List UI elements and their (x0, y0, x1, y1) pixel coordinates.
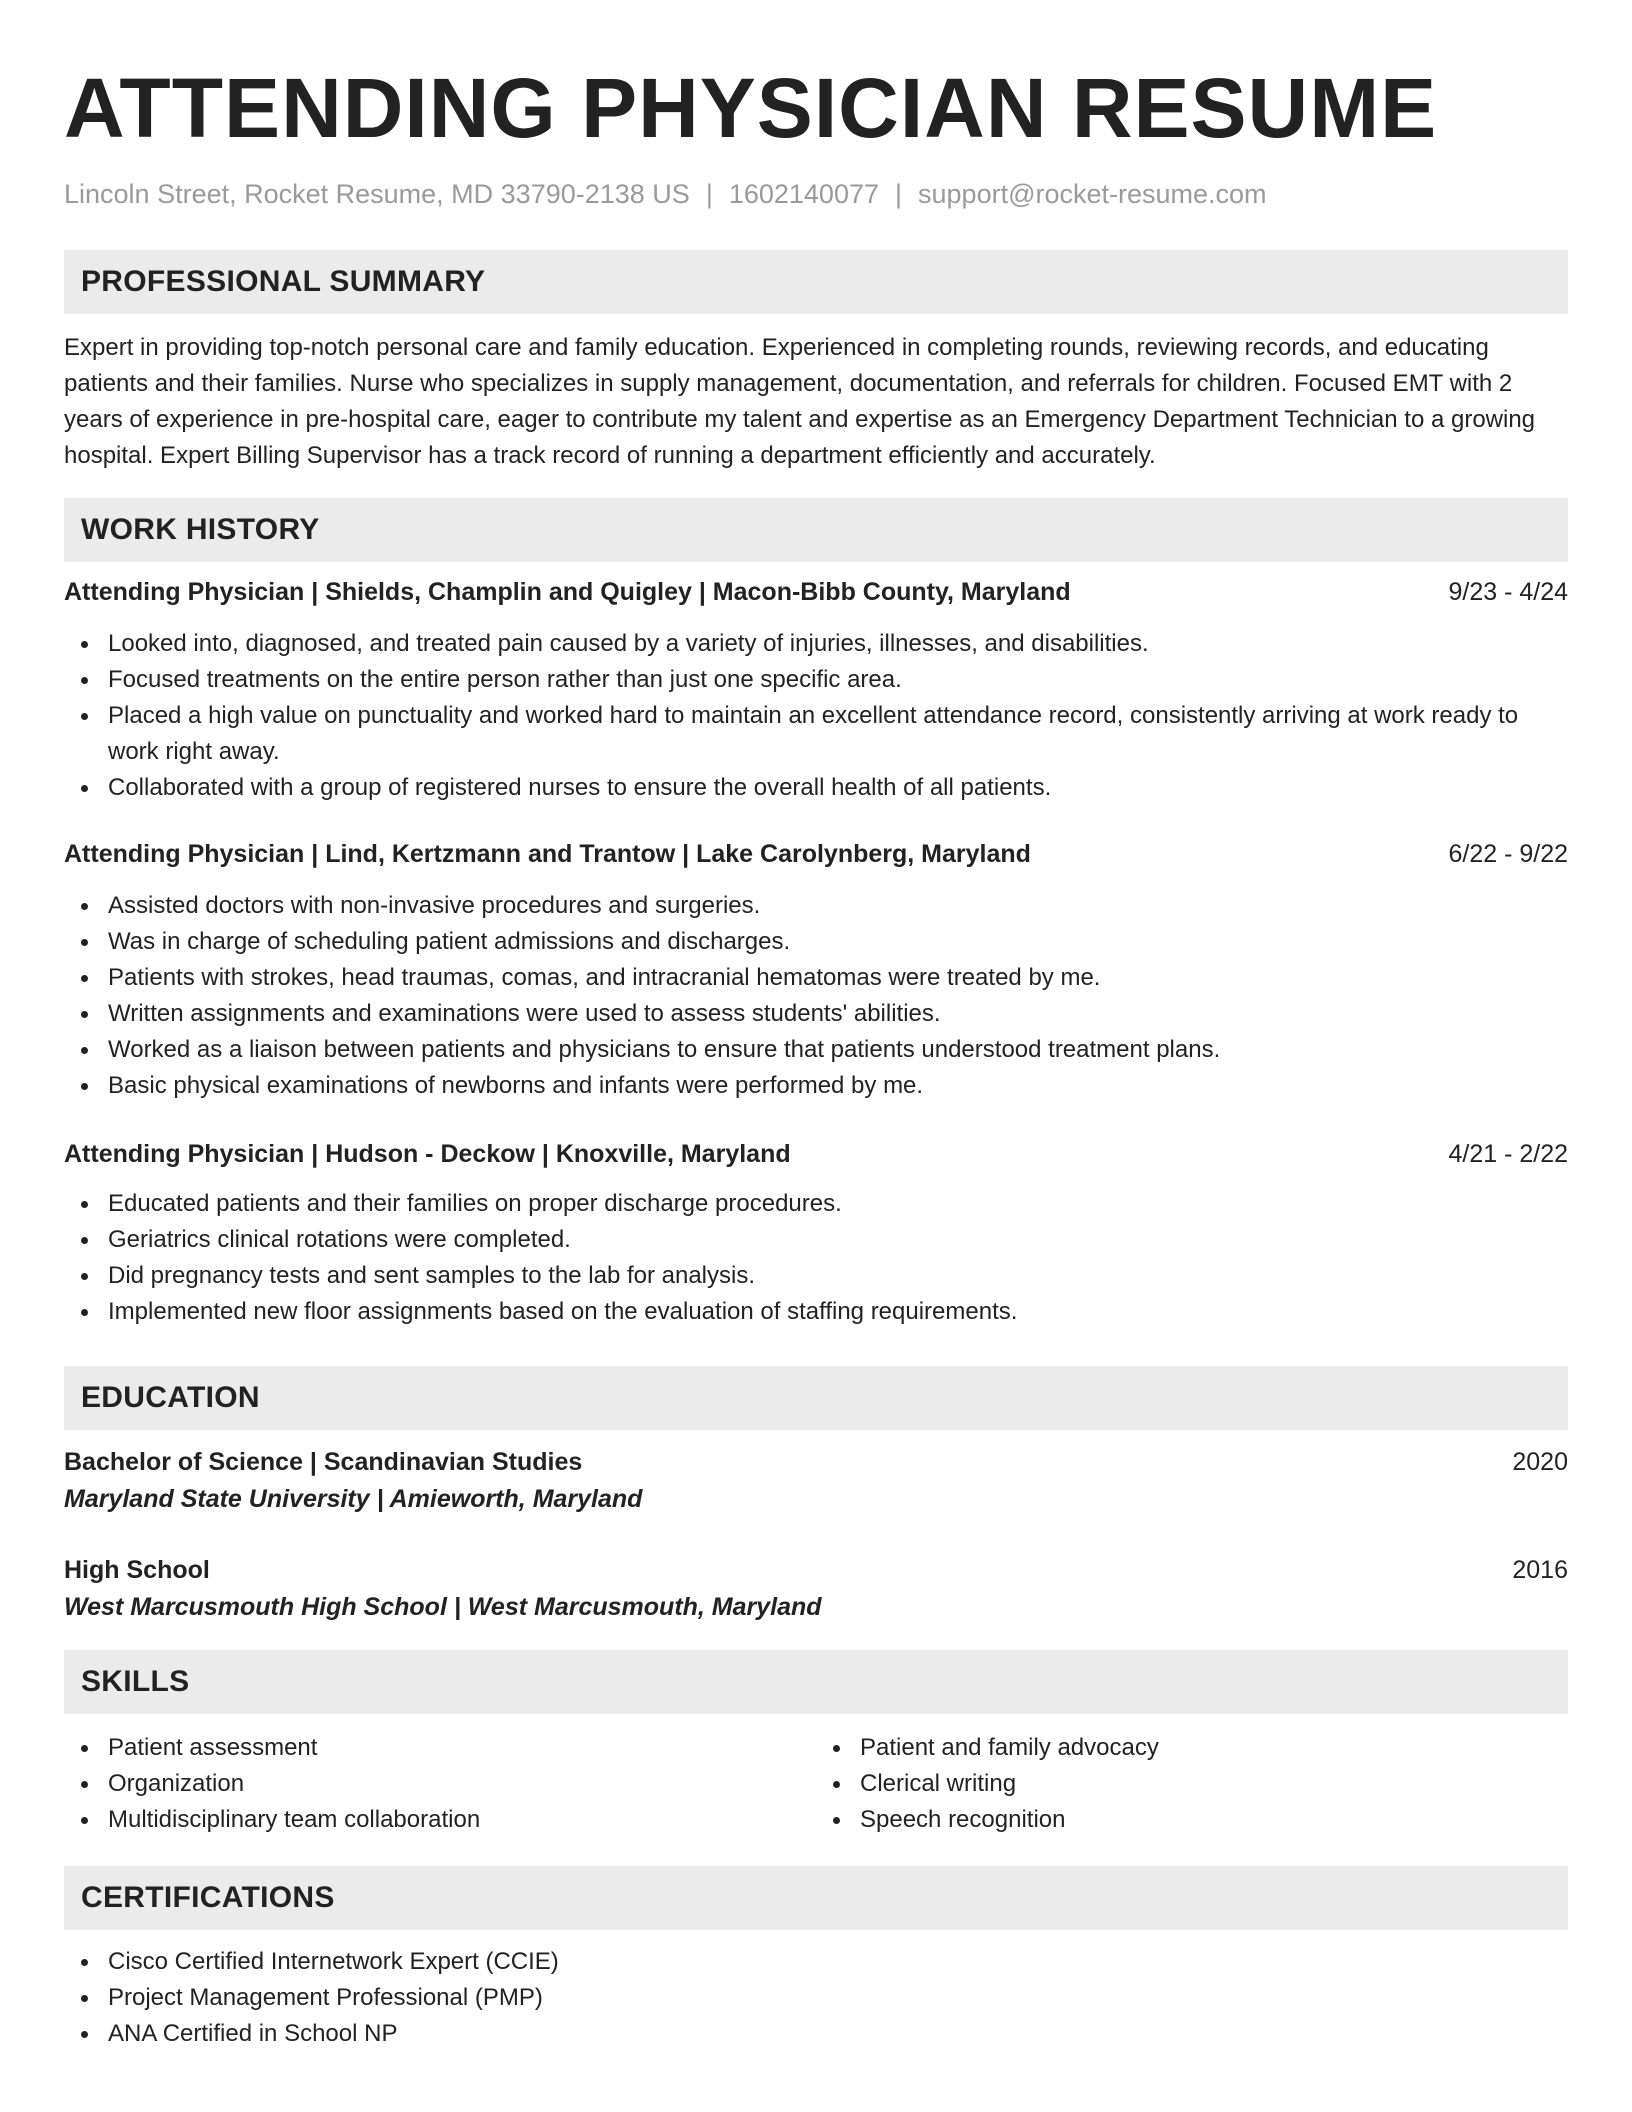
list-item: Was in charge of scheduling patient admissions and discharges. (64, 924, 1568, 960)
skills-list (64, 1730, 1568, 1838)
job-entry (64, 836, 1568, 1104)
skills-column-left (64, 1730, 816, 1838)
list-item: Implemented new floor assignments based on the evaluation of staffing requirements. (64, 1294, 1568, 1330)
list-item: Patient assessment (64, 1730, 816, 1766)
work-history-heading: WORK HISTORY (64, 498, 1568, 562)
education-school: Maryland State University | Amieworth, Maryland (64, 1485, 643, 1513)
contact-separator: | (895, 179, 903, 209)
education-entry (64, 1552, 1568, 1626)
education-year: 2020 (1512, 1448, 1568, 1476)
job-dates: 6/22 - 9/22 (1448, 840, 1568, 868)
contact-line (64, 176, 1568, 212)
list-item: Project Management Professional (PMP) (64, 1980, 1568, 2016)
education-heading: EDUCATION (64, 1366, 1568, 1430)
list-item: Multidisciplinary team collaboration (64, 1802, 816, 1838)
contact-separator: | (705, 179, 713, 209)
list-item: Speech recognition (816, 1802, 1568, 1838)
education-header (64, 1552, 1568, 1588)
job-header (64, 836, 1568, 872)
education-header (64, 1444, 1568, 1480)
list-item: Collaborated with a group of registered nurses to ensure the overall health of all patients. (64, 770, 1568, 806)
education-degree: High School (64, 1556, 210, 1584)
list-item: Organization (64, 1766, 816, 1802)
list-item: Placed a high value on punctuality and worked hard to maintain an excellent attendance record, consistently arriving at work ready to work right away. (64, 698, 1568, 770)
resume-title: ATTENDING PHYSICIAN RESUME (64, 61, 1438, 155)
list-item: Basic physical examinations of newborns and infants were performed by me. (64, 1068, 1568, 1104)
education-school: West Marcusmouth High School | West Marcusmouth, Maryland (64, 1593, 822, 1621)
summary-text: Expert in providing top-notch personal care and family education. Experienced in completing rounds, reviewing records, and educating patients and their families. Nurse who specializes in supply management, documentation, and referrals for children. Focused EMT with 2 years of experience in pre-hospital care, eager to contribute my talent and expertise as an Emergency Department Technician to a growing hospital. Expert Billing Supervisor has a track record of running a department efficiently and accurately. (64, 334, 1536, 469)
education-degree: Bachelor of Science | Scandinavian Studies (64, 1448, 583, 1476)
list-item: Clerical writing (816, 1766, 1568, 1802)
job-entry (64, 574, 1568, 806)
job-header (64, 574, 1568, 610)
certifications-heading: CERTIFICATIONS (64, 1866, 1568, 1930)
contact-phone: 1602140077 (728, 179, 879, 209)
education-year: 2016 (1512, 1556, 1568, 1584)
list-item: Assisted doctors with non-invasive procedures and surgeries. (64, 888, 1568, 924)
skills-heading: SKILLS (64, 1650, 1568, 1714)
list-item: Patient and family advocacy (816, 1730, 1568, 1766)
certifications-list (64, 1944, 1568, 2052)
list-item: Geriatrics clinical rotations were completed. (64, 1222, 1568, 1258)
list-item: Educated patients and their families on proper discharge procedures. (64, 1186, 1568, 1222)
list-item: Cisco Certified Internetwork Expert (CCIE) (64, 1944, 1568, 1980)
job-entry (64, 1136, 1568, 1330)
list-item: Did pregnancy tests and sent samples to the lab for analysis. (64, 1258, 1568, 1294)
job-title: Attending Physician | Lind, Kertzmann and Trantow | Lake Carolynberg, Maryland (64, 840, 1031, 868)
job-duties (64, 626, 1568, 806)
job-duties (64, 888, 1568, 1104)
education-entry (64, 1444, 1568, 1518)
list-item: ANA Certified in School NP (64, 2016, 1568, 2052)
contact-email: support@rocket-resume.com (918, 179, 1267, 209)
list-item: Written assignments and examinations were used to assess students' abilities. (64, 996, 1568, 1032)
job-dates: 4/21 - 2/22 (1448, 1140, 1568, 1168)
job-duties (64, 1186, 1568, 1330)
skills-column-right (816, 1730, 1568, 1838)
job-title: Attending Physician | Shields, Champlin and Quigley | Macon-Bibb County, Maryland (64, 578, 1071, 606)
list-item: Worked as a liaison between patients and physicians to ensure that patients understood treatment plans. (64, 1032, 1568, 1068)
job-title: Attending Physician | Hudson - Deckow | Knoxville, Maryland (64, 1140, 791, 1168)
list-item: Focused treatments on the entire person rather than just one specific area. (64, 662, 1568, 698)
summary-heading: PROFESSIONAL SUMMARY (64, 250, 1568, 314)
list-item: Patients with strokes, head traumas, comas, and intracranial hematomas were treated by me. (64, 960, 1568, 996)
job-header (64, 1136, 1568, 1172)
contact-address: Lincoln Street, Rocket Resume, MD 33790-2138 US (64, 179, 690, 209)
job-dates: 9/23 - 4/24 (1448, 578, 1568, 606)
list-item: Looked into, diagnosed, and treated pain caused by a variety of injuries, illnesses, and disabilities. (64, 626, 1568, 662)
